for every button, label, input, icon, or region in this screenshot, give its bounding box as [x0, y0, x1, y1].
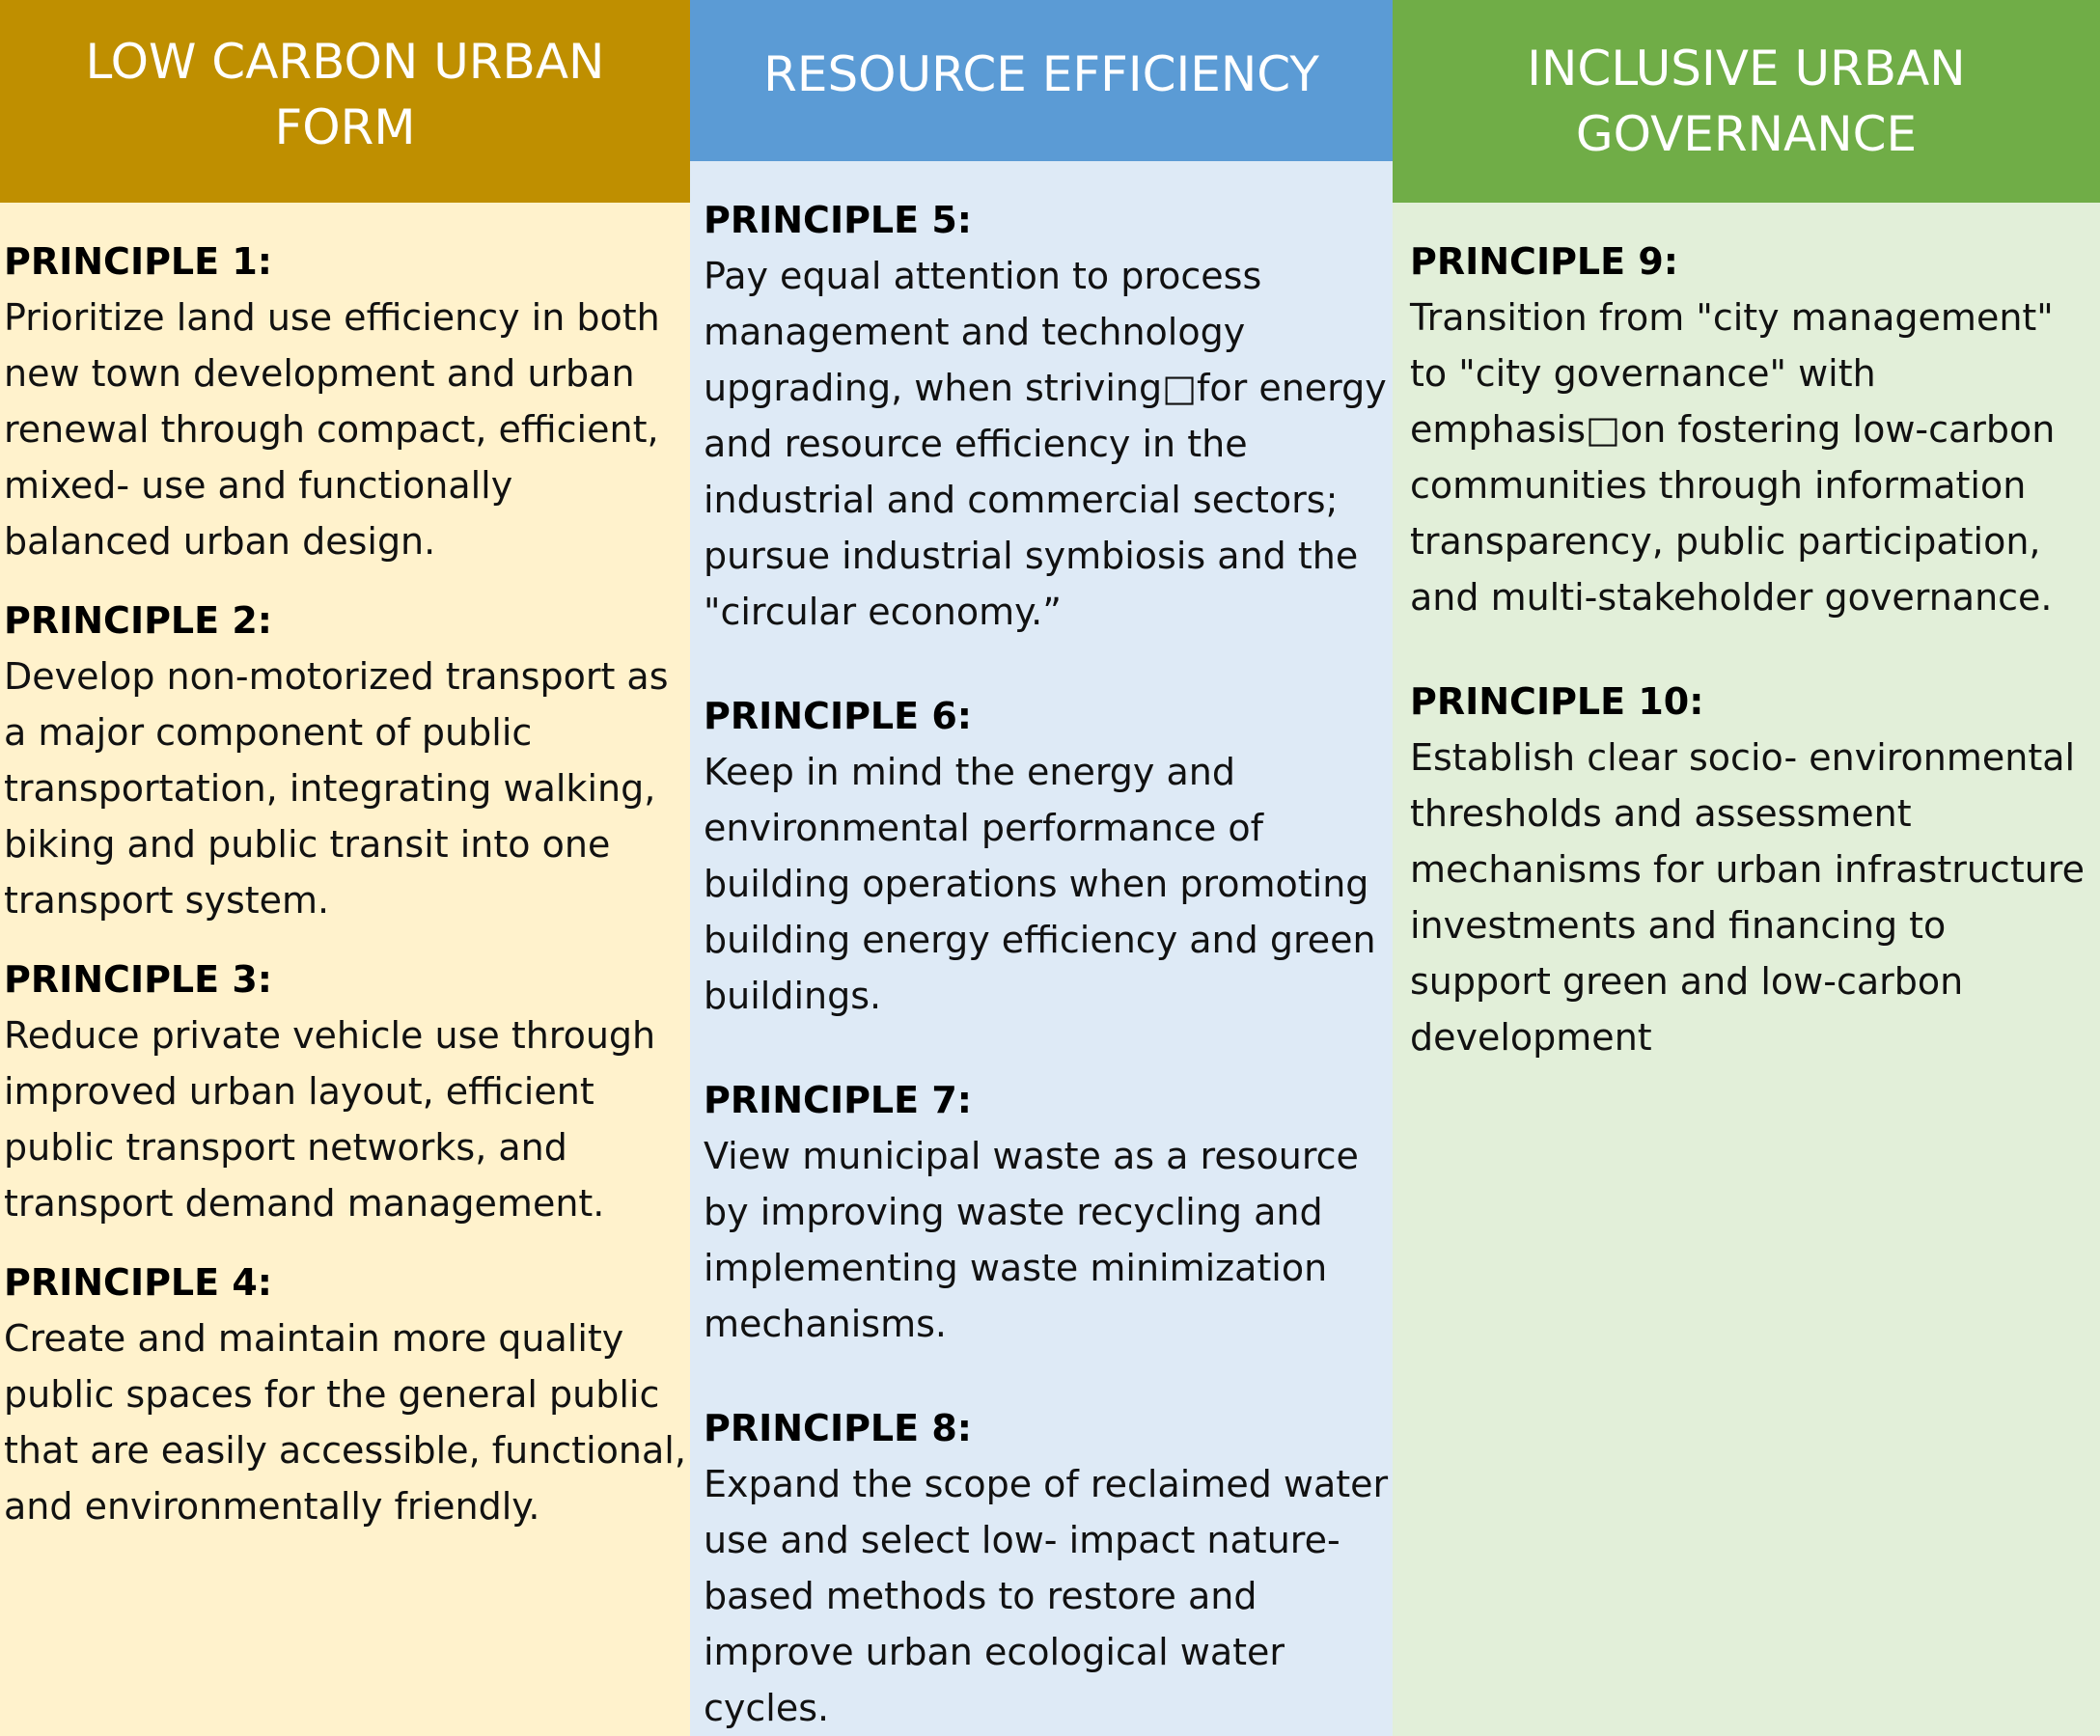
principle-1 [4, 234, 690, 569]
column-resource-efficiency [690, 0, 1393, 1736]
principle-3 [4, 951, 690, 1231]
principle-text: Keep in mind the energy and environmental performance of building operations when promoting building energy efficiency and green buildings. [704, 751, 1376, 1017]
principle-title: PRINCIPLE 4: [4, 1261, 272, 1304]
column-header-label: RESOURCE EFFICIENCY [763, 45, 1319, 102]
principle-title: PRINCIPLE 3: [4, 958, 272, 1001]
principle-2 [4, 592, 690, 928]
principle-10 [1410, 674, 2092, 1065]
principle-title: PRINCIPLE 6: [704, 695, 972, 737]
principle-8 [704, 1400, 1393, 1736]
principle-6 [704, 688, 1393, 1024]
principle-title: PRINCIPLE 8: [704, 1407, 972, 1449]
column-header [1393, 0, 2100, 203]
column-body [0, 203, 690, 1736]
principle-4 [4, 1254, 690, 1534]
principle-text: Pay equal attention to process management and technology upgrading, when striving□for energy and resource efficiency in the industrial and commercial sectors; pursue industrial symbiosis and the "circular economy.” [704, 255, 1387, 633]
principle-text: Reduce private vehicle use through improved urban layout, efficient public transport networks, and transport demand management. [4, 1014, 656, 1225]
column-inclusive-urban-governance [1393, 0, 2100, 1736]
column-body [1393, 203, 2100, 1736]
column-body [690, 161, 1393, 1736]
principle-text: Expand the scope of reclaimed water use and select low- impact nature-based methods to restore and improve urban ecological water cycles. [704, 1463, 1389, 1729]
column-header-label: LOW CARBON URBAN FORM [85, 34, 605, 155]
principle-text: View municipal waste as a resource by improving waste recycling and implementing waste minimization mechanisms. [704, 1135, 1359, 1345]
principle-7 [704, 1072, 1393, 1352]
column-header [690, 0, 1393, 161]
principle-text: Prioritize land use efficiency in both new town development and urban renewal through compact, efficient, mixed- use and functionally balanced urban design. [4, 296, 660, 563]
principle-text: Transition from "city management" to "city governance" with emphasis□on fostering low-carbon communities through information transparency, public participation, and multi-stakeholder governance. [1410, 296, 2056, 619]
principle-text: Create and maintain more quality public spaces for the general public that are easily accessible, functional, and environmentally friendly. [4, 1317, 686, 1528]
principle-5 [704, 192, 1393, 640]
principle-title: PRINCIPLE 5: [704, 199, 972, 241]
column-header [0, 0, 690, 203]
principle-title: PRINCIPLE 9: [1410, 240, 1678, 283]
principle-title: PRINCIPLE 7: [704, 1079, 972, 1121]
principle-title: PRINCIPLE 2: [4, 599, 272, 642]
principle-title: PRINCIPLE 10: [1410, 680, 1704, 723]
column-low-carbon-urban-form [0, 0, 690, 1736]
principle-text: Establish clear socio- environmental thresholds and assessment mechanisms for urban infrastructure investments and financing to support green and low-carbon development [1410, 736, 2085, 1059]
principle-text: Develop non-motorized transport as a major component of public transportation, integrating walking, biking and public transit into one transport system. [4, 655, 669, 922]
column-header-label: INCLUSIVE URBAN GOVERNANCE [1527, 41, 1966, 162]
principle-title: PRINCIPLE 1: [4, 240, 272, 283]
principle-9 [1410, 234, 2092, 625]
